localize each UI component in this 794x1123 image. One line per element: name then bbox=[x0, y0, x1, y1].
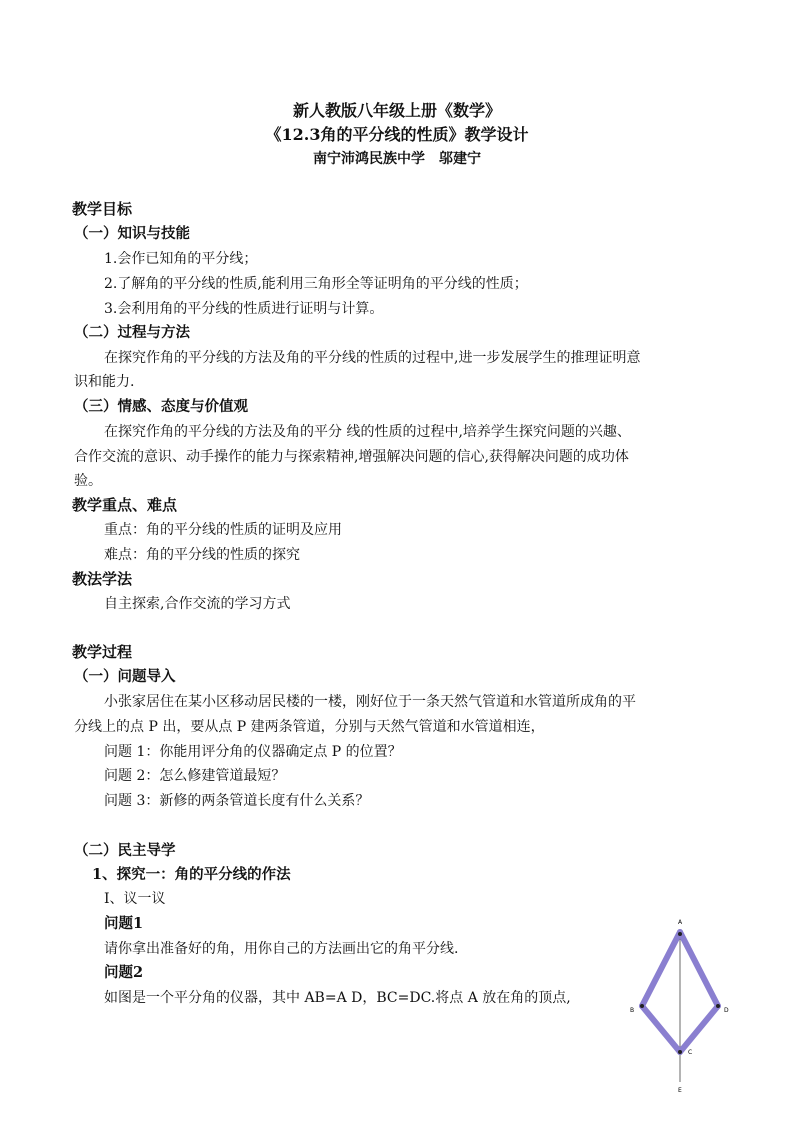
joint-b bbox=[640, 1004, 644, 1008]
method-heading: 教法学法 bbox=[72, 570, 133, 588]
intro-question-2: 问题 2：怎么修建管道最短？ bbox=[104, 768, 286, 784]
emotion-line1: 在探究作角的平分线的方法及角的平分 线的性质的过程中,培养学生探究问题的兴趣、 bbox=[104, 424, 631, 440]
process-method-line1: 在探究作角的平分线的方法及角的平分线的性质的过程中,进一步发展学生的推理证明意 bbox=[104, 350, 641, 366]
intro-question-3: 问题 3：新修的两条管道长度有什么关系？ bbox=[104, 793, 370, 809]
key-point-text: 重点：角的平分线的性质的证明及应用 bbox=[104, 522, 342, 538]
goals-heading: 教学目标 bbox=[72, 200, 133, 218]
rod-ad bbox=[680, 932, 718, 1006]
emotion-line2: 合作交流的意识、动手操作的能力与探索精神,增强解决问题的信心,获得解决问题的成功体 bbox=[74, 449, 629, 465]
problem2-label: 问题2 bbox=[104, 964, 144, 981]
explore1-heading: 1、探究一：角的平分线的作法 bbox=[92, 866, 291, 883]
intro-question-1: 问题 1：你能用评分角的仪器确定点 P 的位置？ bbox=[104, 744, 402, 760]
label-b: B bbox=[630, 1007, 635, 1014]
label-a: A bbox=[678, 919, 683, 926]
emotion-heading: （三）情感、态度与价值观 bbox=[74, 398, 248, 415]
knowledge-item-2: 2.了解角的平分线的性质,能利用三角形全等证明角的平分线的性质； bbox=[104, 276, 528, 292]
problem1-text: 请你拿出准备好的角，用你自己的方法画出它的角平分线. bbox=[104, 941, 459, 957]
difficulty-text: 难点：角的平分线的性质的探究 bbox=[104, 547, 300, 563]
label-e: E bbox=[678, 1087, 682, 1094]
emotion-line3: 验。 bbox=[74, 473, 102, 489]
doc-title-line2: 《12.3角的平分线的性质》教学设计 bbox=[265, 125, 529, 144]
teaching-process-heading: 教学过程 bbox=[72, 643, 133, 661]
key-points-heading: 教学重点、难点 bbox=[72, 496, 178, 514]
label-c: C bbox=[688, 1049, 693, 1056]
doc-author: 南宁沛鸿民族中学 邬建宁 bbox=[313, 151, 481, 167]
rod-dc bbox=[680, 1006, 718, 1052]
intro-line2: 分线上的点 P 出，要从点 P 建两条管道，分别与天然气管道和水管道相连， bbox=[74, 719, 545, 735]
discuss-heading: Ⅰ、议一议 bbox=[104, 891, 166, 907]
rod-ab bbox=[642, 932, 680, 1006]
joint-d bbox=[716, 1004, 720, 1008]
doc-title-line1: 新人教版八年级上册《数学》 bbox=[292, 101, 501, 120]
process-method-heading: （二）过程与方法 bbox=[74, 324, 190, 341]
intro-heading: （一）问题导入 bbox=[74, 668, 176, 685]
problem2-text: 如图是一个平分角的仪器，其中 AB=A D，BC=DC.将点 A 放在角的顶点, bbox=[104, 990, 571, 1006]
angle-bisector-instrument-diagram bbox=[620, 912, 750, 1097]
problem1-label: 问题1 bbox=[104, 915, 144, 932]
process-method-line2: 识和能力. bbox=[74, 374, 135, 390]
intro-line1: 小张家居住在某小区移动居民楼的一楼，刚好位于一条天然气管道和水管道所成角的平 bbox=[104, 694, 636, 710]
method-text: 自主探索,合作交流的学习方式 bbox=[104, 596, 291, 612]
knowledge-item-3: 3.会利用角的平分线的性质进行证明与计算。 bbox=[104, 301, 384, 317]
knowledge-item-1: 1.会作已知角的平分线； bbox=[104, 251, 258, 267]
guided-heading: （二）民主导学 bbox=[74, 842, 176, 859]
knowledge-heading: （一）知识与技能 bbox=[74, 225, 190, 242]
rod-bc bbox=[642, 1006, 680, 1052]
joint-c bbox=[678, 1050, 682, 1054]
joint-a bbox=[678, 932, 682, 936]
label-d: D bbox=[724, 1007, 729, 1014]
